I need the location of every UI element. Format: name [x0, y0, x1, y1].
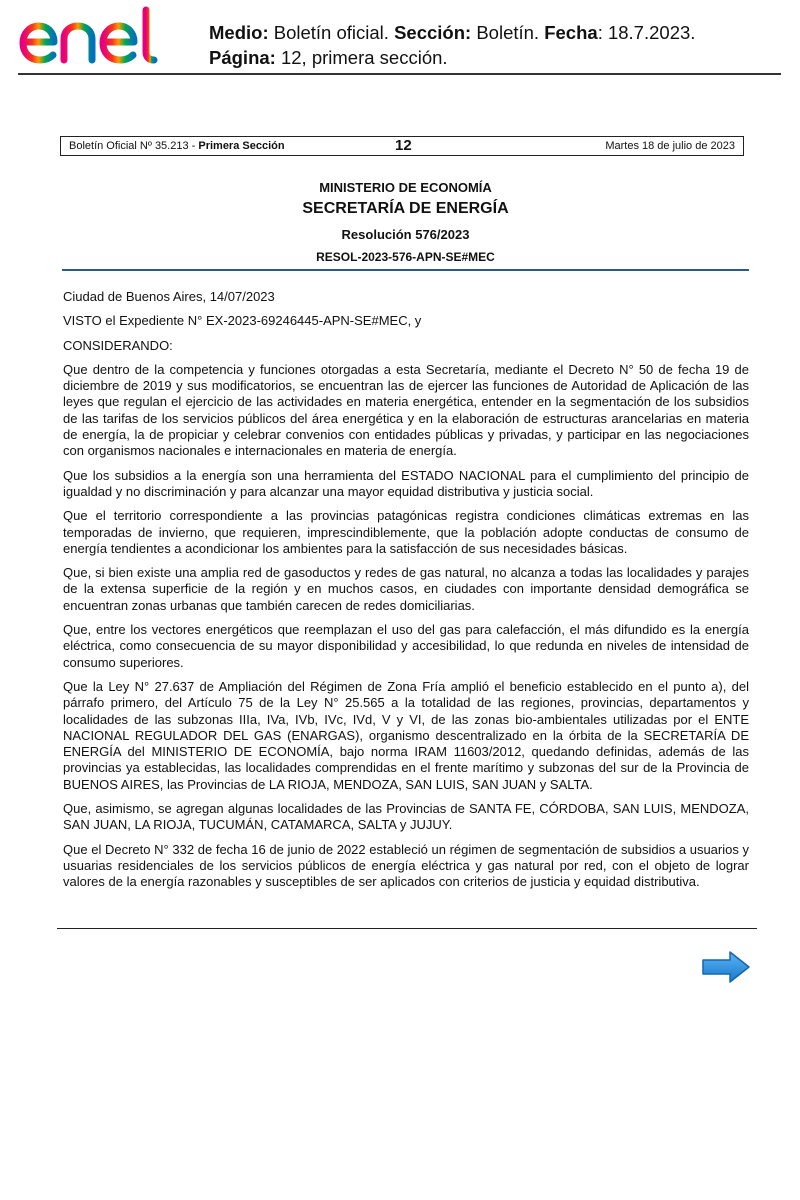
- medio-value: Boletín oficial.: [273, 22, 389, 43]
- pagina-label: Página:: [209, 47, 276, 68]
- pagina-value: 12, primera sección.: [280, 47, 448, 68]
- title-divider: [62, 269, 749, 271]
- bulletin-page-number: 12: [395, 137, 412, 154]
- meta-line-1: [209, 20, 695, 45]
- meta-line-2: [209, 45, 695, 70]
- page-header: [0, 0, 800, 76]
- paragraph: Que el Decreto N° 332 de fecha 16 de junio de 2022 estableció un régimen de segmentación de subsidios a usuarios y usuarias residenciales de los servicios públicos de energía eléctrica y gas natural por red, con el objeto de lograr valores de la energía razonables y susceptibles de ser aplicados con criterios de justicia y equidad distributiva.: [63, 841, 749, 890]
- paragraph-date: Ciudad de Buenos Aires, 14/07/2023: [63, 289, 275, 304]
- enel-logo: [18, 6, 180, 68]
- paragraph: Que el territorio correspondiente a las provincias patagónicas registra condiciones climáticas extremas en las temporadas de invierno, que requieren, imprescindiblemente, que la población adopte conductas de consumo de energía tendientes a acondicionar los ambientes para la satisfacción de sus necesidades básicas.: [63, 508, 749, 556]
- resolution-body: [63, 289, 749, 899]
- header-divider: [18, 73, 781, 75]
- bulletin-section: Primera Sección: [198, 140, 285, 152]
- paragraph: Que dentro de la competencia y funciones otorgadas a esta Secretaría, mediante el Decreto N° 50 de fecha 19 de diciembre de 2019 y sus modificatorios, se encuentran las de ejercer las funciones de Autoridad de Aplicación de las leyes que regulan el ejercicio de las actividades en materia energética, entender en la segmentación de los subsidios de las tarifas de los servicios públicos del área energética y en la elaboración de estructuras arancelarias en materia de energía, la de propiciar y celebrar convenios con entidades públicas y privadas, y participar en las negociaciones con organismos nacionales e internacionales en materia de energía.: [63, 361, 749, 459]
- arrow-right-icon[interactable]: [700, 949, 752, 985]
- fecha-label: Fecha: [544, 22, 598, 43]
- seccion-value: Boletín.: [476, 22, 540, 43]
- seccion-label: Sección:: [394, 22, 472, 43]
- paragraph: Que los subsidios a la energía son una herramienta del ESTADO NACIONAL para el cumplimiento del principio de igualdad y no discriminación y para alcanzar una mayor equidad distributiva y justicia social.: [63, 467, 749, 499]
- paragraph: Que, entre los vectores energéticos que reemplazan el uso del gas para calefacción, el más difundido es la energía eléctrica, como consecuencia de su mayor disponibilidad y accesibilidad, lo que redunda en niveles de intensidad de consumo superiores.: [63, 622, 749, 670]
- paragraph: Que, si bien existe una amplia red de gasoductos y redes de gas natural, no alcanza a todas las localidades y parajes de la extensa superficie de la región y en muchos casos, en ciudades con importante densidad demográfica se encuentran zonas urbanas que también carecen de redes domiciliarias.: [63, 565, 749, 613]
- footer-divider: [57, 928, 757, 929]
- paragraph-visto: VISTO el Expediente N° EX-2023-69246445-APN-SE#MEC, y: [63, 313, 422, 329]
- bulletin-date: Martes 18 de julio de 2023: [605, 140, 735, 152]
- resolution-code: RESOL-2023-576-APN-SE#MEC: [316, 250, 495, 264]
- paragraph: Que, asimismo, se agregan algunas localidades de las Provincias de SANTA FE, CÓRDOBA, SAN LUIS, MENDOZA, SAN JUAN, LA RIOJA, TUCUMÁN, CATAMARCA, SALTA y JUJUY.: [63, 801, 749, 833]
- bulletin-edition-text: Boletín Oficial Nº 35.213 -: [69, 140, 199, 152]
- ministry-title: MINISTERIO DE ECONOMÍA: [319, 180, 492, 195]
- bulletin-bar: [60, 136, 744, 156]
- secretaria-title: SECRETARÍA DE ENERGÍA: [302, 200, 509, 217]
- fecha-value: : 18.7.2023.: [597, 22, 696, 43]
- bulletin-edition: [69, 140, 285, 152]
- paragraph: Que la Ley N° 27.637 de Ampliación del Régimen de Zona Fría amplió el beneficio establecido en el punto a), del párrafo primero, del Artículo 75 de la Ley N° 25.565 a la totalidad de las regiones, provincias, departamentos y localidades de las subzonas IIIa, IVa, IVb, IVc, IVd, V y VI, de las zonas bio-ambientales utilizadas por el ENTE NACIONAL REGULADOR DEL GAS (ENARGAS), organismo descentralizado en la órbita de la SECRETARÍA DE ENERGÍA del MINISTERIO DE ECONOMÍA, bajo norma IRAM 11603/2012, quedando definidas, además de las provincias ya establecidas, las localidades comprendidas en el frente marítimo y subzonas del sur de la Provincia de BUENOS AIRES, las Provincias de LA RIOJA, MENDOZA, SAN LUIS, SAN JUAN y SALTA.: [63, 678, 749, 792]
- medio-label: Medio:: [209, 22, 269, 43]
- document-meta: [209, 20, 695, 70]
- resolution-title: Resolución 576/2023: [341, 227, 470, 242]
- resolution-titles: [62, 180, 749, 265]
- paragraph-considerando: CONSIDERANDO:: [63, 337, 173, 353]
